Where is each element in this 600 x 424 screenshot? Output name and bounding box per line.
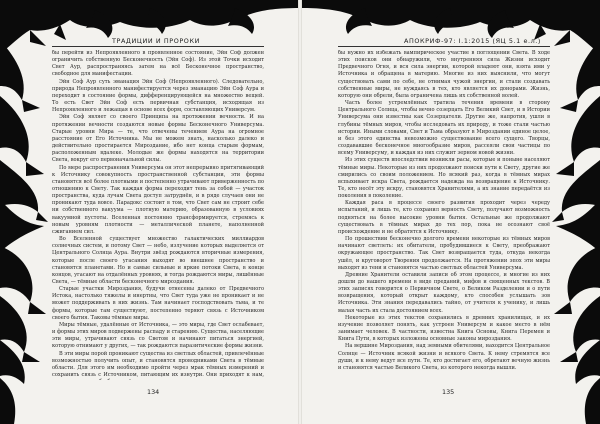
paragraph: Старые участки Мироздания, будучи отнесены далеко от Предвечного Истока, настолько тяжелы и инертны, что Свет туда уже не проникает и не может поддерживать в них жизнь. Там начинает господствовать тьма, и те формы, которые там существуют, постепенно теряют связь с Источником своего бытия. Таковы тёмные миры. <box>52 286 264 321</box>
running-head-right: АПОКРИФ-97: I.1:2015 (ЯЦ 5.1 е.л.) <box>404 37 542 45</box>
paragraph: Миры тёмные, удалённые от Источника, — это миры, где Свет ослабевает, и формы этих миров подвержены распаду и старению. Существа, населяющие эти миры, утрачивают связь со Светом и начинают питаться энергией, которую отнимают у других, — так рождаются паразитические формы жизни. <box>52 321 264 350</box>
paragraph: По прошествии бесконечно долгого времени некоторые из тёмных миров начинают светлеть: их обитатели, пробудившиеся к Свету, преображают окружающее пространство. Так Свет возвращается туда, откуда некогда ушёл, и круговорот Творения продолжается. На протяжении эпох эти миры выходят из тени и становятся частью светлых областей Универсума. <box>338 236 550 271</box>
paragraph: В эти миры порой проникают существа из светлых областей, привлечённые возможностью получить опыт, и становятся проводниками Света в тёмные области. Для этого им необходимо пройти через мрак тёмных измерений и сохранить связь с Источником, питающим их изнутри. Они приходят к нам, <box>52 350 264 379</box>
right-page-body <box>338 50 550 372</box>
paragraph: Некоторые из этих текстов сохранились в древних хранилищах, и их изучение позволяет понять, как устроен Универсум и какое место в нём занимает человек. В частности, известна Книга Основы, Книга Перемен и Книга Пути, в которых изложены основные законы мироздания. <box>338 314 550 343</box>
paragraph: Эйн Соф являет со своего Принципа на протяжении вечности. И на протяжении вечности создаются новые формы Бесконечного Универсума. Старые уровни Мира — те, что отвечены течением Аура на огромное расстояние от Его Источника. Мы не можем знать, насколько далеко и действительно простирается Мироздание, ибо нет конца старым формам, расположенным вдалеке. Молодые же формы находятся на территории Света, вокруг его первоначальной силы. <box>52 114 264 164</box>
paragraph: На вершине Мироздания, над земными обителями, находится Центральное Солнце — Источник всякой жизни и всякого Света. К нему стремятся все души, и к нему ведут все пути. Те, кто достигает его, обретают вечную жизнь и становятся частью Великого Света, из которого некогда вышли. <box>338 343 550 371</box>
book-gutter <box>298 0 302 424</box>
paragraph: Эйн Соф Аур суть эманация Эйн Соф (Непроявленного). Следовательно, природа Непроявленного манифестируется через эманацию Эйн Соф Аура и переходит в состояние формы, дифференцирующейся на множество вещей. То есть Свет Эйн Соф есть первичная субстанция, исходящая из Непроявленного и лежащая в основе всех форм, составляющих Универсум. <box>52 78 264 114</box>
paragraph: Во Вселенной существует множество галактических миллиардов солнечных систем, и потому Свет — небо, излучение которых выделяется от Центрального Солнца Аура. Внутри звёзд рождаются вторичные измерения, которые после своего угасания выходят во внешнее пространство и становятся планетами. Но и самые сильные и яркие потоки Света, в конце концов, угасают на отдалённых уровнях, и тогда рождаются миры, лишённые Света, — тёмные области бесконечного мироздания. <box>52 236 264 285</box>
paragraph: Каждая раса в процессе своего развития проходит через череду испытаний, и лишь те, кто сохранил верность Свету, получают возможность подняться на более высокие уровни бытия. Остальные же продолжают существовать в тёмных мирах до тех пор, пока не осознают своё происхождение и не обратятся к Источнику. <box>338 200 550 235</box>
paragraph: Часть более устремлённых тратила течения времени в сторону Центрального Солнца, чтобы вечно созерцать Его Великий Свет, и в Истории Универсума они известны как Созерцатели. Другие же, напротив, ушли в глубины тёмных миров, чтобы исследовать их природу, и тоже стали частью истории. Иными словами, Свет и Тьма образуют в Мироздании единое целое, и без этого единства невозможно существование всего сущего. Творцы, создававшие бесконечное многообразие миров, рассеяли свои частицы по всему Универсуму, и каждая из них служит зерном новой жизни. <box>338 100 550 157</box>
page-number-left: 134 <box>147 388 160 396</box>
header-rule-right <box>338 46 550 47</box>
paragraph: бы перейти из Непроявленного в проявленное состояние, Эйн Соф должен ограничить собственную Бесконечность (Эйн Соф). Из этой Точки исходит Свет Аур, распространяясь затем на всё Бесконечное пространство, свободное для манифестации. <box>52 50 264 78</box>
header-rule-left <box>52 46 264 47</box>
right-page <box>300 0 600 424</box>
paragraph: По мере распространения Универсума он этот непрерывно притягивающий к Источнику совокупность пространственной субстанции, эти формы становятся всё более плотными и постепенно утрачивают приверженность по отношению к Свету. Так каждая форма переходит тень за собой — участок пространства, куда лучам Света доступ затруднён, и в ряде случаев они не проникают туда вовсе. Парадокс состоит в том, что Свет сам не строит себе ни собственного вакуума — плотную материю, образованную в условиях вакуумной пустоты. Вселенная постоянно трансформируется, стремясь к новым уровням плотности — металлической планете, наполненной сжиганием сил. <box>52 164 264 235</box>
left-page-body <box>52 50 264 380</box>
paragraph: Из этих существ впоследствии возникли расы, которые и поныне населяют тёмные миры. Некоторые из них продолжают поиски пути к Свету, другие же смирились со своим положением. Но всякий раз, когда в тёмных мирах вспыхивает искра Света, рождается надежда на возвращение к Источнику. Те, кто несёт эту искру, становятся Хранителями, а их знание передаётся из поколения в поколение. <box>338 157 550 200</box>
paragraph: Древние Хранители оставили записи об этом процессе, и многие из них дошли до нашего времени в виде преданий, мифов и священных текстов. В этих записях говорится о Первичном Свете, о Великом Разделении и о пути возвращения, который открыт каждому, кто способен услышать зов Источника. Эти знания передавались тайно, от учителя к ученику, и лишь малая часть их стала достоянием всех. <box>338 271 550 314</box>
paragraph: бы нужно их избежать вампирическое участие в поглощении Света. В ходе этих поисков они обнаружили, что внутренняя сила Жизни исходит Предвечного Огня, и вся сила энергии, которой владеют они, взята ими у Источника и обращена в материю. Многие из них выяснили, что могут существовать сами по себе, не отнимая чужой энергии, и стали создавать собственные миры, не нуждаясь в тех, кто является их донорами. Жизнь, которую они обрели, была ограничена лишь их собственной волей. <box>338 50 550 99</box>
page-number-right: 135 <box>442 388 455 396</box>
running-head-left: ТРАДИЦИИ И ПРОРОКИ <box>112 37 200 45</box>
